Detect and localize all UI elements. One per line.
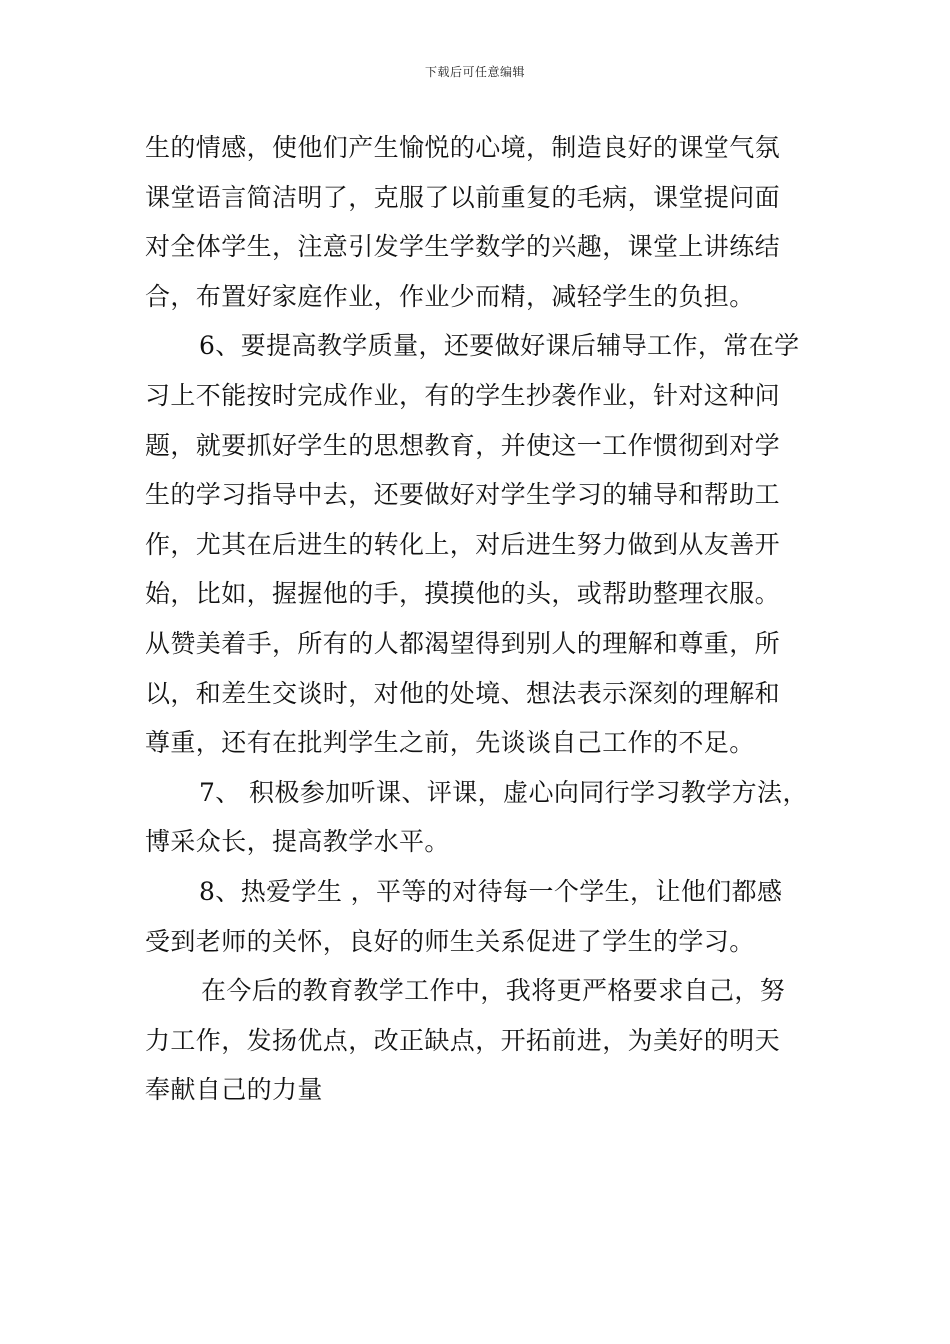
text-line: 受到老师的关怀，良好的师生关系促进了学生的学习。	[145, 926, 755, 956]
text-line: 奉献自己的力量	[145, 1075, 323, 1105]
text-line-conclusion: 在今后的教育教学工作中，我将更严格要求自己，努	[201, 976, 786, 1006]
text-line: 对全体学生，注意引发学生学数学的兴趣，课堂上讲练结	[145, 232, 781, 262]
text-line: 题，就要抓好学生的思想教育，并使这一工作惯彻到对学	[145, 430, 781, 460]
body-text	[145, 123, 815, 1115]
text-line: 课堂语言简洁明了，克服了以前重复的毛病，课堂提问面	[145, 182, 781, 212]
text-line: 作，尤其在后进生的转化上，对后进生努力做到从友善开	[145, 529, 781, 559]
text-line: 博采众长，提高教学水平。	[145, 827, 450, 857]
text-line: 合，布置好家庭作业，作业少而精，减轻学生的负担。	[145, 281, 755, 311]
text-line: 以，和差生交谈时，对他的处境、想法表示深刻的理解和	[145, 678, 781, 708]
text-line-item-7: 7、 积极参加听课、评课，虚心向同行学习教学方法，	[199, 777, 808, 807]
text-line: 从赞美着手，所有的人都渴望得到别人的理解和尊重，所	[145, 628, 781, 658]
text-line: 尊重，还有在批判学生之前，先谈谈自己工作的不足。	[145, 728, 755, 758]
text-line: 生的学习指导中去，还要做好对学生学习的辅导和帮助工	[145, 480, 781, 510]
text-line-item-8: 8、热爱学生 ，平等的对待每一个学生，让他们都感	[199, 876, 783, 906]
text-line-item-6: 6、要提高教学质量，还要做好课后辅导工作，常在学	[199, 331, 800, 361]
text-line: 习上不能按时完成作业，有的学生抄袭作业，针对这种问	[145, 380, 781, 410]
page-header: 下载后可任意编辑	[424, 65, 525, 79]
text-line: 生的情感，使他们产生愉悦的心境，制造良好的课堂气氛	[145, 133, 781, 162]
text-line: 力工作，发扬优点，改正缺点，开拓前进，为美好的明天	[145, 1025, 781, 1055]
text-line: 始，比如，握握他的手，摸摸他的头，或帮助整理衣服。	[145, 579, 781, 609]
